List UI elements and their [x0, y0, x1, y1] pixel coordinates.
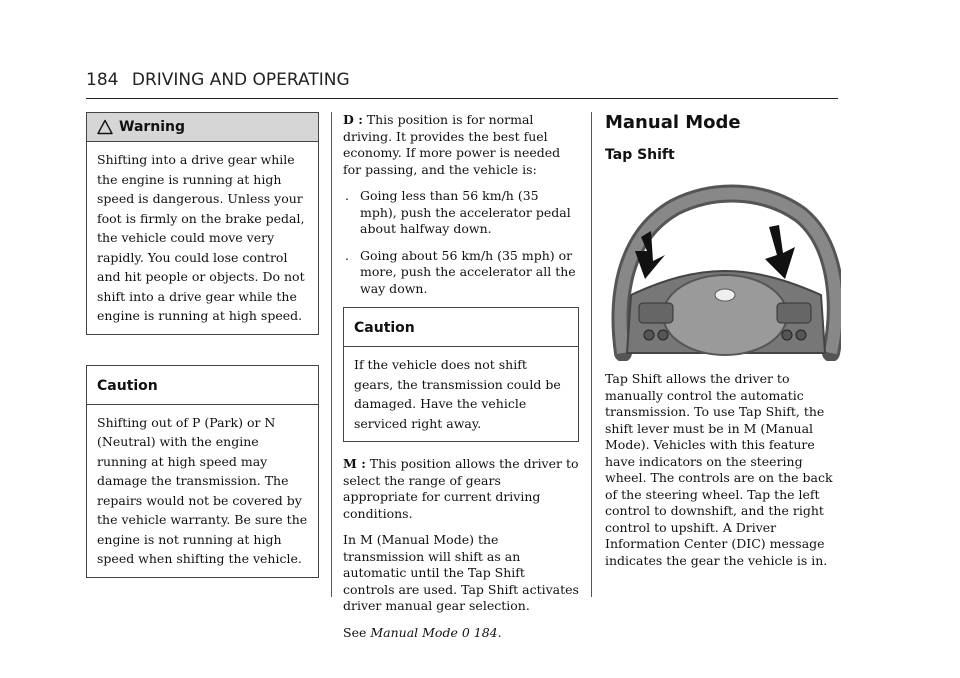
page-number: 184	[86, 70, 119, 90]
warning-box	[86, 112, 319, 335]
list-item: . Going about 56 km/h (35 mph) or more, push the accelerator all the way down.	[345, 247, 576, 296]
caution-box	[86, 365, 319, 578]
column-left	[86, 112, 319, 602]
column-divider	[331, 112, 332, 597]
column-middle	[343, 112, 579, 651]
drive-label: D :	[343, 112, 363, 127]
reference-page: 184.	[473, 624, 502, 640]
caution-header: Caution	[87, 366, 318, 405]
caution-box-2	[343, 307, 579, 442]
cross-reference-link[interactable]: Manual Mode	[370, 624, 458, 640]
column-divider	[591, 112, 592, 597]
bullet-marker: .	[345, 188, 349, 203]
manual-paragraph	[343, 456, 579, 522]
reference-arrow: 0	[461, 624, 470, 640]
warning-header	[87, 113, 318, 142]
page-header	[86, 70, 350, 90]
warning-title: Warning	[119, 119, 186, 135]
bullet-marker: .	[345, 247, 349, 263]
manual-paragraph-2: In M (Manual Mode) the transmission will shift as an automatic until the Tap Shift controls are used. Tap Shift activates driver manual gear selection.	[343, 532, 579, 613]
steering-wheel-illustration	[605, 175, 841, 361]
caution-header: Caution	[344, 308, 578, 347]
drive-bullets	[343, 188, 579, 297]
sub-title: Tap Shift	[605, 147, 675, 163]
section-name: DRIVING AND OPERATING	[131, 70, 350, 90]
list-item: . Going less than 56 km/h (35 mph), push the accelerator pedal about halfway down.	[345, 188, 571, 236]
see-reference: See Manual Mode 0 184.	[343, 624, 502, 640]
warning-body: Shifting into a drive gear while the engine is running at high speed is dangerous. Unless your foot is firmly on the brake pedal, the vehicle could move very rapidly. You could lose control and hit people or objects. Do not shift into a drive gear while the engine is running at high speed.	[97, 152, 305, 323]
warning-triangle-icon	[97, 119, 113, 135]
caution-body: Shifting out of P (Park) or N (Neutral) with the engine running at high speed may damage the transmission. The repairs would not be covered by the vehicle warranty. Be sure the engine is not running at high speed when shifting the vehicle.	[97, 414, 308, 566]
tap-shift-body: Tap Shift allows the driver to manually control the automatic transmission. To use Tap Shift, the shift lever must be in M (Manual Mode). Vehicles with this feature have indicators on the steering wheel. The controls are on the back of the steering wheel. Tap the left control to downshift, and the right control to upshift. A Driver Information Center (DIC) message indicates the gear the vehicle is in.	[605, 371, 833, 568]
column-right	[605, 112, 841, 579]
drive-text: This position is for normal driving. It provides the best fuel economy. If more power is needed for passing, and the vehicle is:	[343, 112, 561, 177]
manual-text: This position allows the driver to select the range of gears appropriate for current driving conditions.	[343, 456, 579, 521]
manual-label: M :	[343, 456, 366, 471]
caution-body: If the vehicle does not shift gears, the transmission could be damaged. Have the vehicle serviced right away.	[354, 357, 561, 431]
header-rule	[86, 98, 838, 99]
section-title: Manual Mode	[605, 112, 741, 133]
drive-paragraph	[343, 112, 579, 178]
